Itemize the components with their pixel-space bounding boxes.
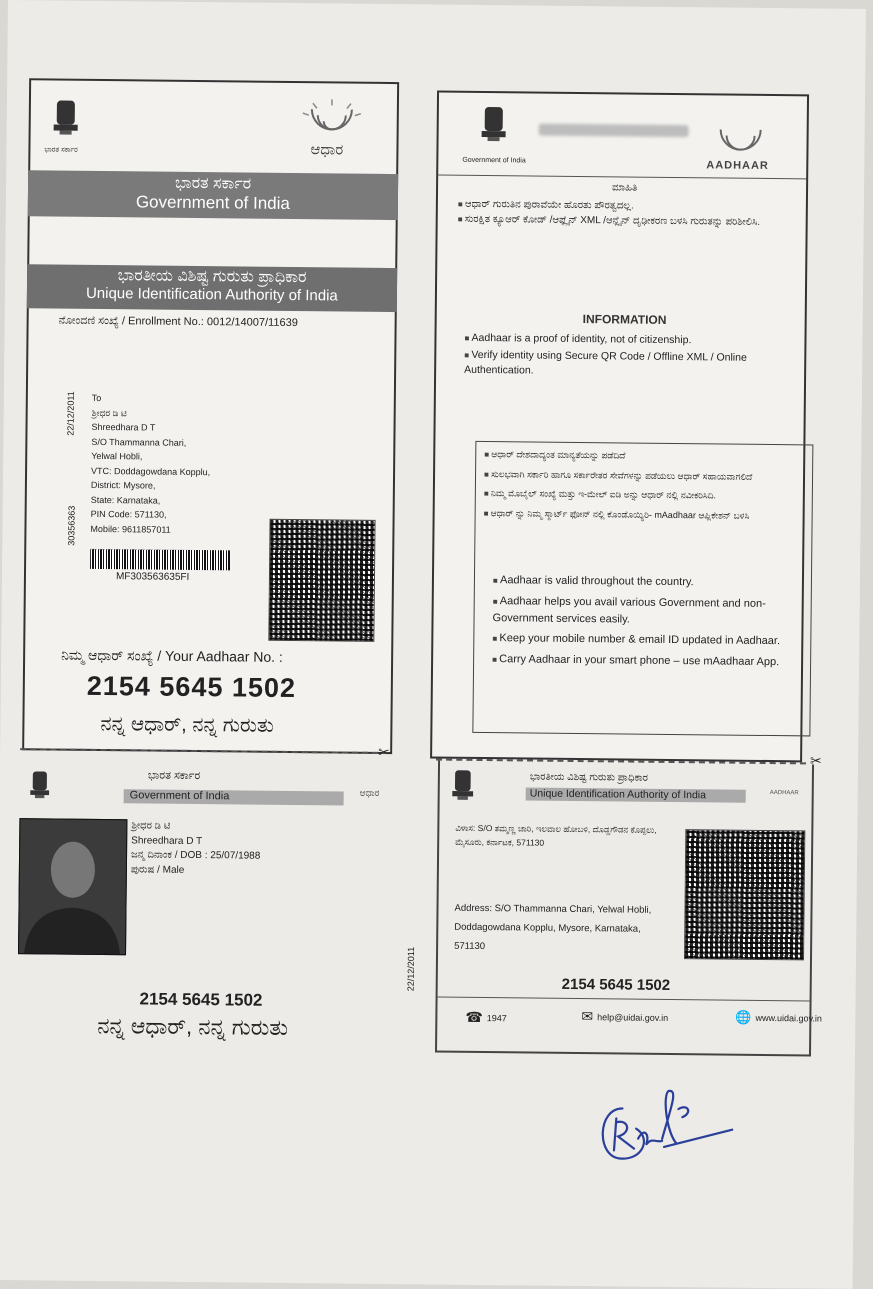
address-kannada: ವಿಳಾಸ: S/O ತಮ್ಮಣ್ಣ ಚಾರಿ, ಇಲವಾಲ ಹೋಬಳಿ, ದೊಡ್ಡಗೌಡನ ಕೊಪ್ಪಲು, ಮೈಸೂರು, ಕರ್ನಾಟಕ, 571130 [455,821,675,851]
website-url: www.uidai.gov.in [756,1013,822,1024]
aadhaar-card-front-cutout [17,752,394,1046]
address-line: PIN Code: 571130, [91,507,210,523]
uidai-banner [27,264,397,312]
info-item: ■ Verify identity using Secure QR Code / Offline XML / Online Authentication. [464,348,784,381]
address-line: To [92,391,211,407]
benefit-item: ■ ಸುಲಭವಾಗಿ ಸರ್ಕಾರಿ ಹಾಗೂ ಸರ್ಕಾರೇತರ ಸೇವೆಗಳನ್ನು ಪಡೆಯಲು ಆಧಾರ್ ಸಹಾಯವಾಗಲಿದೆ [484,468,802,485]
holder-gender: ಪುರುಷ / Male [131,863,260,879]
address-line: State: Karnataka, [91,492,210,508]
scissors-icon: ✂ [378,744,390,761]
aadhaar-number: 2154 5645 1502 [562,976,671,994]
info-item: ■ Aadhaar is a proof of identity, not of citizenship. [464,331,784,349]
uidai-english: Unique Identification Authority of India [27,284,397,305]
holder-dob: ಜನ್ಮ ದಿನಾಂಕ / DOB : 25/07/1988 [131,848,260,864]
aadhaar-logo-text: AADHAAR [770,790,799,796]
email-contact [581,1008,668,1026]
address-line: ಶ್ರೀಧರ ಡಿ ಟಿ [92,405,211,421]
benefit-item: ■ ಆಧಾರ್ ನ್ನು ನಿಮ್ಮ ಸ್ಮಾರ್ಟ್ ಫೋನ್ ನಲ್ಲಿ ಕೊಂಡೊಯ್ಯಿರಿ- mAadhaar ಆಪ್ಲಿಕೇಶನ್ ಬಳಸಿ [484,507,802,524]
handwritten-signature [592,1078,743,1170]
phone-icon: ☎ [465,1009,483,1026]
govt-english: Government of India [28,191,398,215]
information-list [464,331,784,381]
address-line: District: Mysore, [91,478,210,494]
holder-name: Shreedhara D T [131,834,260,850]
benefit-item: ■ Carry Aadhaar in your smart phone – use mAadhaar App. [492,651,792,671]
postal-barcode [90,549,230,570]
info-item: ■ ಸುರಕ್ಷಿತ ಕ್ಯೂಆರ್ ಕೋಡ್ /ಆಫ್ಲೈನ್ XML /ಆನ್ಲೈನ್ ದೃಢೀಕರಣ ಬಳಸಿ ಗುರುತನ್ನು ಪರಿಶೀಲಿಸಿ. [458,212,778,230]
issue-date-vertical: 22/12/2011 [406,947,416,991]
aadhaar-logo-text: ಆಧಾರ [310,141,343,158]
aadhaar-logo-icon [293,97,371,142]
address-line: Shreedhara D T [91,420,210,436]
benefit-item: ■ ನಿಮ್ಮ ಮೊಬೈಲ್ ಸಂಖ್ಯೆ ಮತ್ತು ಇ-ಮೇಲ್ ಐಡಿ ಅನ್ನು ಆಧಾರ್ ನಲ್ಲಿ ನವೀಕರಿಸಿದಿ. [484,487,802,504]
barcode-text: MF303563635FI [116,571,190,583]
info-item: ■ ಆಧಾರ್ ಗುರುತಿನ ಪುರಾವೆಯೇ ಹೊರತು ಪೌರತ್ವದಲ್ಲ. [458,197,778,215]
benefit-item: ■ ಆಧಾರ್ ದೇಶದಾದ್ಯಂತ ಮಾನ್ಯತೆಯನ್ನು ಪಡೆದಿದೆ [484,448,802,465]
scissors-icon: ✂ [810,752,822,769]
issue-date-vertical: 22/12/2011 [65,391,75,435]
address-line: VTC: Doddagowdana Kopplu, [91,463,210,479]
aadhaar-number: 2154 5645 1502 [139,989,262,1010]
benefits-english [492,572,793,671]
address-english: Address: S/O Thammanna Chari, Yelwal Hobli, Doddagowdana Kopplu, Mysore, Karnataka, 571130 [454,899,675,958]
benefit-item: ■ Aadhaar helps you avail various Government and non-Government services easily. [492,593,792,629]
government-banner [28,170,398,220]
information-title: INFORMATION [583,312,667,327]
national-emblem-icon [450,767,476,807]
uidai-kannada: ಭಾರತೀಯ ವಿಶಿಷ್ಟ ಗುರುತು ಪ್ರಾಧಿಕಾರ [530,772,648,784]
national-emblem-icon [51,96,81,142]
aadhaar-logo-text: AADHAAR [706,159,769,172]
helpline-number: 1947 [487,1013,507,1023]
qr-code [268,519,375,642]
govt-kannada: ಭಾರತ ಸರ್ಕಾರ [148,770,200,784]
national-emblem-icon [28,768,52,804]
uidai-kannada: ಭಾರತೀಯ ವಿಶಿಷ್ಟ ಗುರುತು ಪ್ರಾಧಿಕಾರ [27,266,397,288]
aadhaar-number: 2154 5645 1502 [87,671,297,704]
aadhaar-card-back-cutout [435,761,814,1057]
qr-code [684,829,805,960]
globe-icon: 🌐 [735,1010,751,1026]
kannada-info [458,197,778,230]
aadhaar-letter-front [22,78,399,754]
national-emblem-icon [478,103,508,149]
helpline [465,1009,507,1026]
enrollment-number: ನೋಂದಣಿ ಸಂಖ್ಯೆ / Enrollment No.: 0012/14007/11639 [59,315,298,331]
address-line: Yelwal Hobli, [91,449,210,465]
tagline: ನನ್ನ ಆಧಾರ್, ನನ್ನ ಗುರುತು [97,1013,288,1041]
aadhaar-logo-icon [700,113,780,158]
benefit-item: ■ Aadhaar is valid throughout the country. [493,572,793,592]
benefits-kannada [484,448,803,523]
website-contact [735,1010,822,1027]
holder-name-kannada: ಶ್ರೀಧರ ಡಿ ಟಿ [131,819,260,835]
govt-kannada: ಭಾರತ ಸರ್ಕಾರ [28,173,398,195]
mail-icon: ✉ [581,1008,593,1025]
uidai-english: Unique Identification Authority of India [530,788,706,802]
emblem-caption: Government of India [462,157,526,165]
holder-details [131,819,261,878]
redacted-area [539,124,689,138]
address-line: S/O Thammanna Chari, [91,434,210,450]
aadhaar-letter-back [430,90,809,762]
aadhaar-logo-text: ಆಧಾರ [360,788,380,799]
govt-english: Government of India [130,789,230,802]
benefit-item: ■ Keep your mobile number & email ID updated in Aadhaar. [492,630,792,650]
your-aadhaar-label: ನಿಮ್ಮ ಆಧಾರ್ ಸಂಖ್ಯೆ / Your Aadhaar No. : [61,647,283,666]
recipient-address [90,391,211,537]
divider [438,175,806,180]
barcode-number-vertical: 30356363 [66,506,76,546]
benefits-box [472,441,813,737]
mahiti-title: ಮಾಹಿತಿ [612,182,637,193]
divider [438,997,810,1002]
address-line: Mobile: 9611857011 [90,521,209,537]
profile-photo [18,818,127,955]
emblem-caption: ಭಾರತ ಸರ್ಕಾರ [44,146,77,154]
email-address: help@uidai.gov.in [597,1012,668,1023]
tagline: ನನ್ನ ಆಧಾರ್, ನನ್ನ ಗುರುತು [100,713,274,738]
